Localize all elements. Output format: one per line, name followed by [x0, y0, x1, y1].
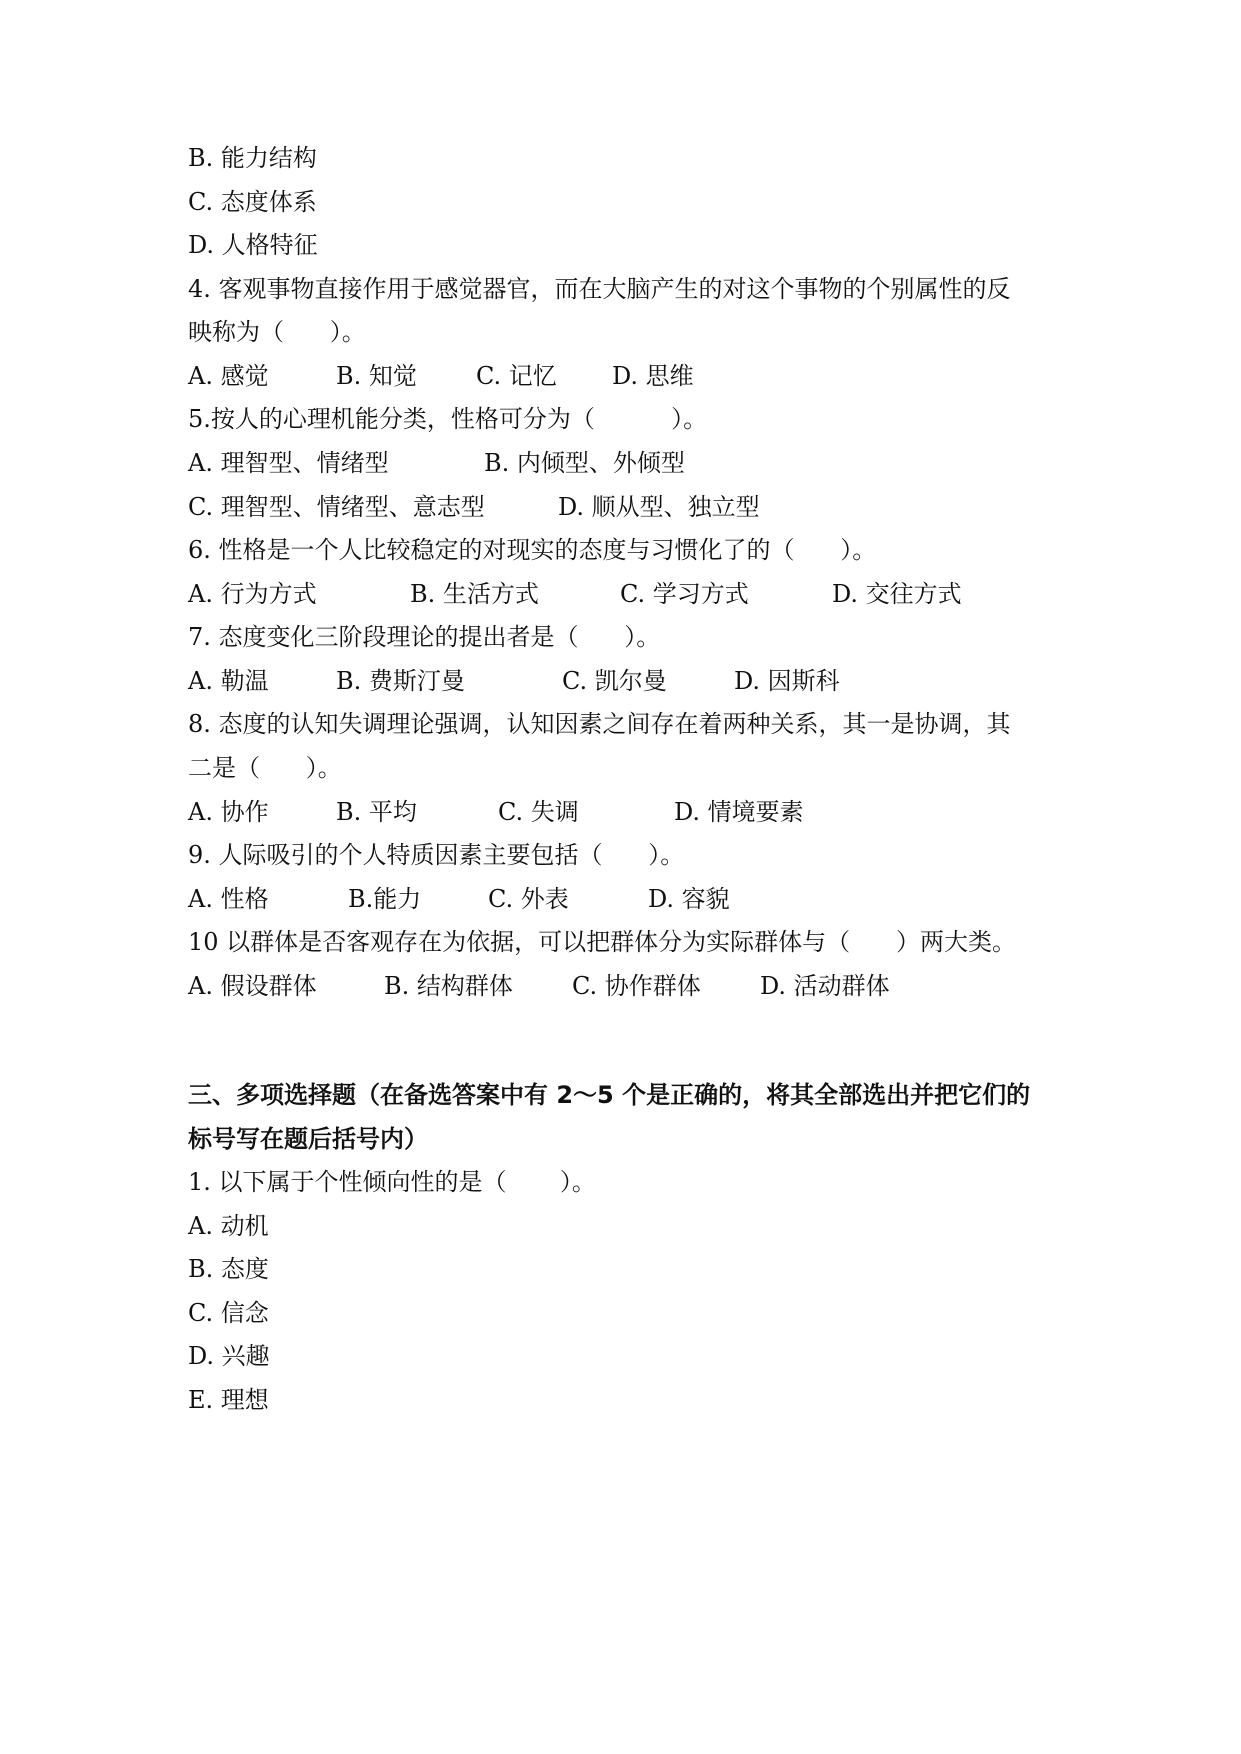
option: C. 学习方式: [620, 580, 749, 608]
option: A. 感觉: [188, 362, 269, 390]
option: A. 假设群体: [188, 972, 317, 1000]
section-heading: 三、多项选择题（在备选答案中有 2～5 个是正确的，将其全部选出并把它们的: [188, 1081, 1031, 1109]
option: A. 性格: [188, 885, 269, 913]
option: B. 内倾型、外倾型: [484, 449, 685, 477]
question-text: 10 以群体是否客观存在为依据，可以把群体分为实际群体与（ ）两大类。: [188, 928, 1016, 956]
option-line: B. 态度: [188, 1255, 269, 1283]
question-text: 9. 人际吸引的个人特质因素主要包括（ ）。: [188, 841, 685, 869]
question-text: 1. 以下属于个性倾向性的是（ ）。: [188, 1168, 596, 1196]
option: B.能力: [348, 885, 422, 913]
option-line: C. 信念: [188, 1299, 269, 1327]
option: D. 因斯科: [734, 667, 840, 695]
option-line: D. 兴趣: [188, 1342, 270, 1370]
option: D. 交往方式: [832, 580, 962, 608]
question-text: 映称为（ ）。: [188, 318, 366, 346]
option: C. 理智型、情绪型、意志型: [188, 493, 485, 521]
option: A. 行为方式: [188, 580, 317, 608]
option: A. 理智型、情绪型: [188, 449, 389, 477]
option: D. 思维: [612, 362, 694, 390]
option: D. 情境要素: [674, 798, 804, 826]
option-line: C. 态度体系: [188, 188, 317, 216]
question-text: 8. 态度的认知失调理论强调，认知因素之间存在着两种关系，其一是协调，其: [188, 710, 1011, 738]
option: C. 外表: [488, 885, 569, 913]
option: C. 记忆: [476, 362, 557, 390]
option: B. 平均: [336, 798, 417, 826]
question-text: 5.按人的心理机能分类，性格可分为（ ）。: [188, 405, 708, 433]
option: B. 生活方式: [410, 580, 539, 608]
option: B. 知觉: [336, 362, 417, 390]
section-heading: 标号写在题后括号内）: [188, 1125, 428, 1153]
option-line: D. 人格特征: [188, 231, 318, 259]
option: A. 勒温: [188, 667, 269, 695]
option: D. 顺从型、独立型: [558, 493, 760, 521]
option: D. 容貌: [648, 885, 730, 913]
option: C. 协作群体: [572, 972, 701, 1000]
question-text: 4. 客观事物直接作用于感觉器官，而在大脑产生的对这个事物的个别属性的反: [188, 275, 1011, 303]
option: C. 失调: [498, 798, 579, 826]
option-line: A. 动机: [188, 1212, 269, 1240]
option: D. 活动群体: [760, 972, 890, 1000]
question-text: 7. 态度变化三阶段理论的提出者是（ ）。: [188, 623, 661, 651]
option-line: E. 理想: [188, 1386, 269, 1414]
option: A. 协作: [188, 798, 269, 826]
option: B. 费斯汀曼: [336, 667, 465, 695]
question-text: 6. 性格是一个人比较稳定的对现实的态度与习惯化了的（ ）。: [188, 536, 877, 564]
option-line: B. 能力结构: [188, 144, 317, 172]
question-text: 二是（ ）。: [188, 754, 342, 782]
option: C. 凯尔曼: [562, 667, 667, 695]
option: B. 结构群体: [384, 972, 513, 1000]
